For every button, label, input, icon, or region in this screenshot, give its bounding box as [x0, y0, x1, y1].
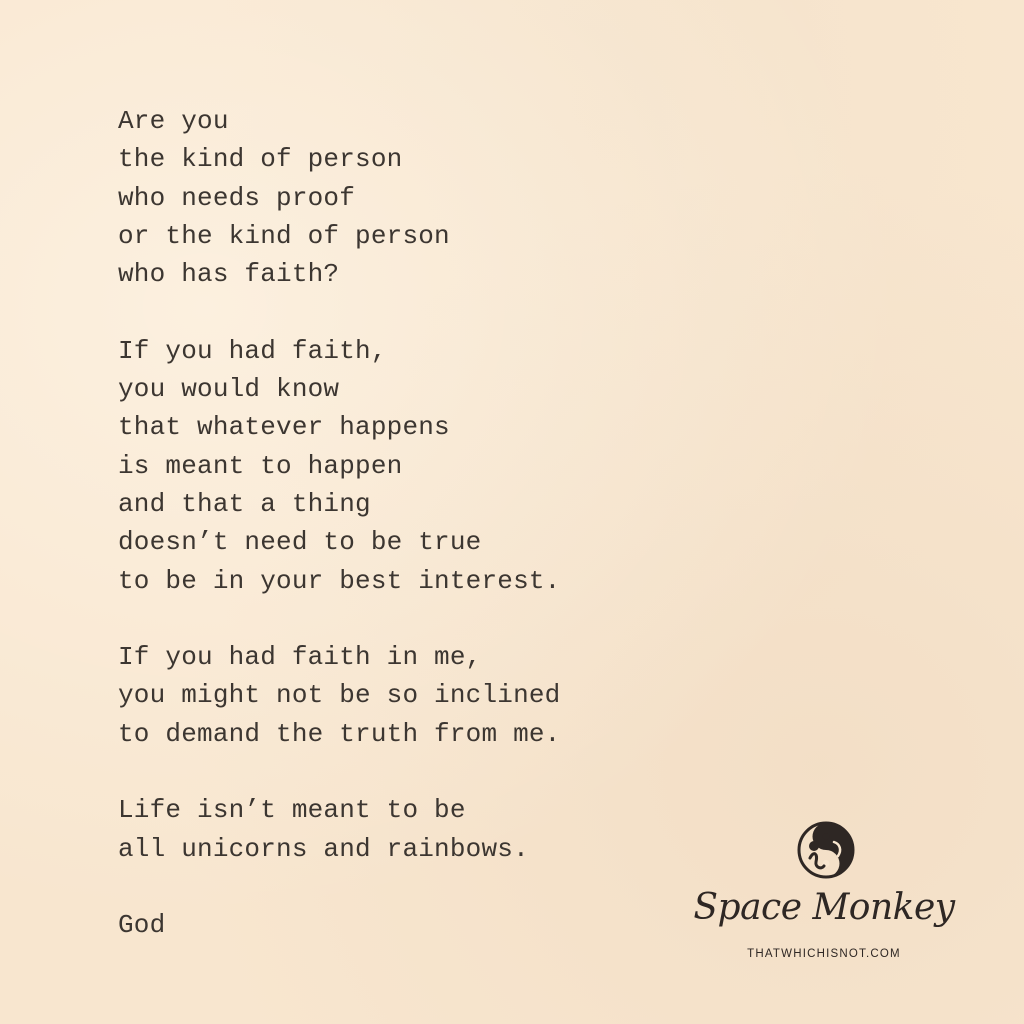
poem-line: to demand the truth from me.	[118, 718, 561, 749]
poem-line: all unicorns and rainbows.	[118, 833, 529, 864]
poem-line: If you had faith,	[118, 335, 387, 366]
stanza-2	[118, 332, 678, 600]
poem-line: to be in your best interest.	[118, 565, 561, 596]
brand-url: THATWHICHISNOT.COM	[747, 948, 901, 960]
poem-line: If you had faith in me,	[118, 642, 482, 673]
poem-line: who has faith?	[118, 259, 340, 290]
stanza-3	[118, 638, 678, 753]
poem-line: you might not be so inclined	[118, 680, 561, 711]
poem-line: that whatever happens	[118, 412, 450, 443]
poem-line: the kind of person	[118, 144, 403, 175]
stanza-1	[118, 102, 678, 293]
space-monkey-logo-icon	[796, 820, 856, 880]
poem-signature: God	[118, 910, 166, 941]
poem-line: you would know	[118, 374, 340, 405]
poem-line: Are you	[118, 106, 229, 136]
poem-body	[118, 102, 678, 945]
poem-line: doesn’t need to be true	[118, 527, 482, 558]
poem-line: is meant to happen	[118, 450, 403, 481]
stanza-4	[118, 791, 678, 868]
poem-line: or the kind of person	[118, 220, 450, 251]
brand-block	[690, 818, 958, 968]
poem-line: and that a thing	[118, 488, 371, 519]
poem-line: who needs proof	[118, 182, 356, 213]
brand-name: Space Monkey	[693, 887, 955, 928]
poem-line: Life isn’t meant to be	[118, 795, 466, 826]
